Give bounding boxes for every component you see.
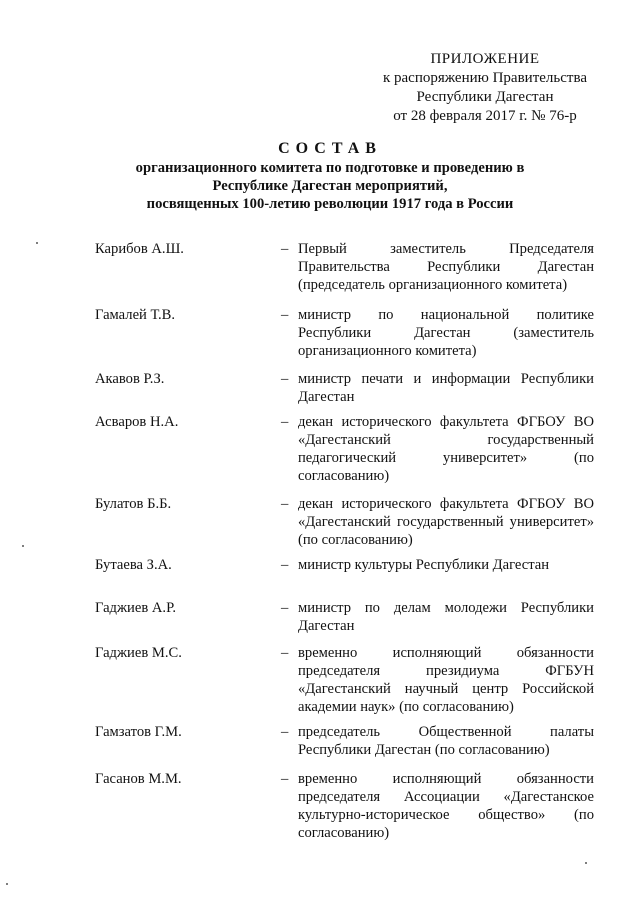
appendix-label: ПРИЛОЖЕНИЕ: [430, 51, 540, 67]
dash: –: [281, 724, 289, 740]
appendix-line-1: к распоряжению Правительства: [382, 70, 587, 86]
member-role: временно исполняющий обязанности председателя Ассоциации «Дагестанское культурно-историческое общество» (по согласованию): [298, 771, 594, 841]
member-role: министр культуры Республики Дагестан: [298, 557, 550, 573]
title-line-1: организационного комитета по подготовке и проведению в: [135, 160, 525, 176]
member-name: Гаджиев А.Р.: [95, 600, 177, 616]
member-role: временно исполняющий обязанности председателя президиума ФГБУН «Дагестанский научный центр Российской академии наук» (по согласованию): [298, 645, 594, 715]
member-name: Акавов Р.З.: [95, 371, 165, 387]
member-name: Асваров Н.А.: [95, 414, 179, 430]
member-role: декан исторического факультета ФГБОУ ВО «Дагестанский государственный университет» (по согласованию): [298, 496, 594, 548]
member-name: Карибов А.Ш.: [95, 241, 184, 257]
appendix-block: [360, 50, 610, 126]
title-line-3: посвященных 100-летию революции 1917 года в России: [146, 196, 514, 212]
document-title: [80, 139, 580, 213]
member-name: Бутаева З.А.: [95, 557, 172, 573]
member-role: министр по делам молодежи Республики Дагестан: [298, 600, 594, 634]
scan-speck: [585, 862, 587, 864]
member-name: Гамалей Т.В.: [95, 307, 175, 323]
dash: –: [281, 371, 289, 387]
scan-speck: [36, 242, 38, 244]
dash: –: [281, 414, 289, 430]
dash: –: [281, 496, 289, 512]
dash: –: [281, 307, 289, 323]
appendix-line-2: Республики Дагестан: [416, 89, 554, 105]
member-name: Гамзатов Г.М.: [95, 724, 182, 740]
appendix-date: от 28 февраля 2017 г. № 76-р: [393, 108, 577, 124]
member-role: председатель Общественной палаты Республики Дагестан (по согласованию): [298, 724, 594, 758]
member-role: декан исторического факультета ФГБОУ ВО «Дагестанский государственный педагогический университет» (по согласованию): [298, 414, 594, 484]
dash: –: [281, 241, 289, 257]
member-name: Булатов Б.Б.: [95, 496, 172, 512]
dash: –: [281, 557, 289, 573]
member-role: министр по национальной политике Республики Дагестан (заместитель организационного комитета): [298, 307, 594, 359]
title-line-2: Республике Дагестан мероприятий,: [212, 178, 448, 194]
member-role: министр печати и информации Республики Дагестан: [298, 371, 594, 405]
dash: –: [281, 645, 289, 661]
member-name: Гаджиев М.С.: [95, 645, 182, 661]
title-heading: СОСТАВ: [278, 140, 382, 157]
scan-speck: [22, 545, 24, 547]
dash: –: [281, 771, 289, 787]
dash: –: [281, 600, 289, 616]
scan-speck: [6, 883, 8, 885]
member-role: Первый заместитель Председателя Правительства Республики Дагестан (председатель организационного комитета): [298, 241, 594, 293]
member-name: Гасанов М.М.: [95, 771, 182, 787]
